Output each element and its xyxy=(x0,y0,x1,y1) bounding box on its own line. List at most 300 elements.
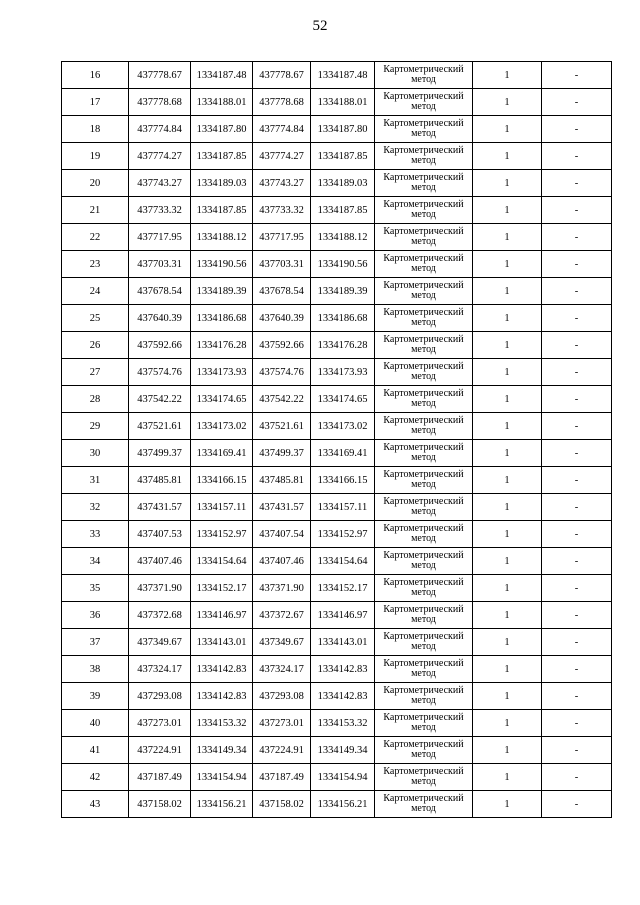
method-line-2: метод xyxy=(411,398,436,409)
note-cell: - xyxy=(542,332,612,359)
method-line-1: Картометрический xyxy=(383,64,464,75)
y-coordinate-cell: 1334154.64 xyxy=(311,548,375,575)
method-line-2: метод xyxy=(411,74,436,85)
x-coordinate-cell: 437224.91 xyxy=(253,737,311,764)
note-cell: - xyxy=(542,575,612,602)
y-coordinate-cell: 1334188.12 xyxy=(311,224,375,251)
method-line-1: Картометрический xyxy=(383,523,464,534)
page-number: 52 xyxy=(312,18,328,34)
y-coordinate-cell: 1334190.56 xyxy=(311,251,375,278)
accuracy-cell: 1 xyxy=(473,791,542,818)
method-line-1: Картометрический xyxy=(383,739,464,750)
table-row xyxy=(62,629,612,656)
x-coordinate-cell: 437717.95 xyxy=(253,224,311,251)
point-number-cell: 38 xyxy=(62,656,129,683)
x-coordinate-cell: 437542.22 xyxy=(129,386,191,413)
y-coordinate-cell: 1334188.01 xyxy=(311,89,375,116)
y-coordinate-cell: 1334157.11 xyxy=(191,494,253,521)
x-coordinate-cell: 437324.17 xyxy=(129,656,191,683)
note-cell: - xyxy=(542,143,612,170)
table-row xyxy=(62,494,612,521)
method-line-2: метод xyxy=(411,722,436,733)
method-cell xyxy=(375,305,473,332)
y-coordinate-cell: 1334173.93 xyxy=(191,359,253,386)
y-coordinate-cell: 1334174.65 xyxy=(191,386,253,413)
x-coordinate-cell: 437743.27 xyxy=(129,170,191,197)
method-cell xyxy=(375,170,473,197)
method-line-2: метод xyxy=(411,128,436,139)
note-cell: - xyxy=(542,629,612,656)
point-number-cell: 35 xyxy=(62,575,129,602)
table-row xyxy=(62,548,612,575)
x-coordinate-cell: 437431.57 xyxy=(253,494,311,521)
y-coordinate-cell: 1334149.34 xyxy=(311,737,375,764)
method-line-2: метод xyxy=(411,182,436,193)
x-coordinate-cell: 437407.53 xyxy=(129,521,191,548)
method-line-1: Картометрический xyxy=(383,307,464,318)
point-number-cell: 27 xyxy=(62,359,129,386)
table-body xyxy=(62,62,612,818)
table-row xyxy=(62,440,612,467)
y-coordinate-cell: 1334173.02 xyxy=(191,413,253,440)
method-line-2: метод xyxy=(411,560,436,571)
method-cell xyxy=(375,710,473,737)
table-row xyxy=(62,62,612,89)
x-coordinate-cell: 437592.66 xyxy=(253,332,311,359)
point-number-cell: 31 xyxy=(62,467,129,494)
table-row xyxy=(62,602,612,629)
y-coordinate-cell: 1334169.41 xyxy=(191,440,253,467)
y-coordinate-cell: 1334146.97 xyxy=(191,602,253,629)
x-coordinate-cell: 437592.66 xyxy=(129,332,191,359)
y-coordinate-cell: 1334166.15 xyxy=(191,467,253,494)
method-line-1: Картометрический xyxy=(383,334,464,345)
method-cell xyxy=(375,116,473,143)
y-coordinate-cell: 1334186.68 xyxy=(191,305,253,332)
y-coordinate-cell: 1334146.97 xyxy=(311,602,375,629)
note-cell: - xyxy=(542,656,612,683)
method-line-1: Картометрический xyxy=(383,91,464,102)
method-line-1: Картометрический xyxy=(383,199,464,210)
y-coordinate-cell: 1334176.28 xyxy=(191,332,253,359)
method-line-1: Картометрический xyxy=(383,388,464,399)
note-cell: - xyxy=(542,737,612,764)
x-coordinate-cell: 437743.27 xyxy=(253,170,311,197)
x-coordinate-cell: 437407.54 xyxy=(253,521,311,548)
accuracy-cell: 1 xyxy=(473,359,542,386)
accuracy-cell: 1 xyxy=(473,656,542,683)
point-number-cell: 29 xyxy=(62,413,129,440)
x-coordinate-cell: 437349.67 xyxy=(129,629,191,656)
method-line-1: Картометрический xyxy=(383,604,464,615)
y-coordinate-cell: 1334156.21 xyxy=(311,791,375,818)
y-coordinate-cell: 1334190.56 xyxy=(191,251,253,278)
note-cell: - xyxy=(542,170,612,197)
y-coordinate-cell: 1334187.48 xyxy=(191,62,253,89)
x-coordinate-cell: 437774.27 xyxy=(129,143,191,170)
accuracy-cell: 1 xyxy=(473,143,542,170)
y-coordinate-cell: 1334153.32 xyxy=(191,710,253,737)
accuracy-cell: 1 xyxy=(473,170,542,197)
method-cell xyxy=(375,764,473,791)
accuracy-cell: 1 xyxy=(473,278,542,305)
accuracy-cell: 1 xyxy=(473,197,542,224)
y-coordinate-cell: 1334153.32 xyxy=(311,710,375,737)
method-line-1: Картометрический xyxy=(383,361,464,372)
point-number-cell: 19 xyxy=(62,143,129,170)
point-number-cell: 32 xyxy=(62,494,129,521)
point-number-cell: 37 xyxy=(62,629,129,656)
method-cell xyxy=(375,89,473,116)
y-coordinate-cell: 1334142.83 xyxy=(191,683,253,710)
y-coordinate-cell: 1334152.17 xyxy=(311,575,375,602)
y-coordinate-cell: 1334187.85 xyxy=(191,197,253,224)
y-coordinate-cell: 1334187.85 xyxy=(311,143,375,170)
x-coordinate-cell: 437371.90 xyxy=(253,575,311,602)
accuracy-cell: 1 xyxy=(473,764,542,791)
point-number-cell: 17 xyxy=(62,89,129,116)
method-line-2: метод xyxy=(411,803,436,814)
x-coordinate-cell: 437158.02 xyxy=(253,791,311,818)
x-coordinate-cell: 437703.31 xyxy=(129,251,191,278)
x-coordinate-cell: 437499.37 xyxy=(253,440,311,467)
x-coordinate-cell: 437349.67 xyxy=(253,629,311,656)
x-coordinate-cell: 437372.67 xyxy=(253,602,311,629)
accuracy-cell: 1 xyxy=(473,737,542,764)
y-coordinate-cell: 1334187.80 xyxy=(311,116,375,143)
method-cell xyxy=(375,62,473,89)
table-row xyxy=(62,521,612,548)
note-cell: - xyxy=(542,548,612,575)
accuracy-cell: 1 xyxy=(473,116,542,143)
table-row xyxy=(62,764,612,791)
method-cell xyxy=(375,548,473,575)
note-cell: - xyxy=(542,89,612,116)
method-line-1: Картометрический xyxy=(383,118,464,129)
y-coordinate-cell: 1334189.39 xyxy=(191,278,253,305)
y-coordinate-cell: 1334152.97 xyxy=(311,521,375,548)
x-coordinate-cell: 437224.91 xyxy=(129,737,191,764)
y-coordinate-cell: 1334143.01 xyxy=(311,629,375,656)
method-line-1: Картометрический xyxy=(383,280,464,291)
y-coordinate-cell: 1334142.83 xyxy=(311,656,375,683)
y-coordinate-cell: 1334187.85 xyxy=(311,197,375,224)
method-line-1: Картометрический xyxy=(383,226,464,237)
x-coordinate-cell: 437158.02 xyxy=(129,791,191,818)
point-number-cell: 41 xyxy=(62,737,129,764)
note-cell: - xyxy=(542,62,612,89)
accuracy-cell: 1 xyxy=(473,602,542,629)
note-cell: - xyxy=(542,764,612,791)
y-coordinate-cell: 1334156.21 xyxy=(191,791,253,818)
method-line-2: метод xyxy=(411,263,436,274)
x-coordinate-cell: 437678.54 xyxy=(129,278,191,305)
point-number-cell: 30 xyxy=(62,440,129,467)
y-coordinate-cell: 1334189.03 xyxy=(191,170,253,197)
accuracy-cell: 1 xyxy=(473,710,542,737)
method-cell xyxy=(375,521,473,548)
table-row xyxy=(62,791,612,818)
accuracy-cell: 1 xyxy=(473,413,542,440)
note-cell: - xyxy=(542,440,612,467)
accuracy-cell: 1 xyxy=(473,386,542,413)
table-row xyxy=(62,224,612,251)
y-coordinate-cell: 1334186.68 xyxy=(311,305,375,332)
x-coordinate-cell: 437717.95 xyxy=(129,224,191,251)
x-coordinate-cell: 437774.27 xyxy=(253,143,311,170)
coordinates-table xyxy=(61,61,612,818)
x-coordinate-cell: 437485.81 xyxy=(253,467,311,494)
note-cell: - xyxy=(542,683,612,710)
x-coordinate-cell: 437778.68 xyxy=(129,89,191,116)
accuracy-cell: 1 xyxy=(473,62,542,89)
x-coordinate-cell: 437273.01 xyxy=(129,710,191,737)
method-line-1: Картометрический xyxy=(383,793,464,804)
method-line-2: метод xyxy=(411,587,436,598)
method-cell xyxy=(375,332,473,359)
note-cell: - xyxy=(542,791,612,818)
point-number-cell: 20 xyxy=(62,170,129,197)
method-cell xyxy=(375,683,473,710)
method-line-2: метод xyxy=(411,101,436,112)
x-coordinate-cell: 437778.68 xyxy=(253,89,311,116)
y-coordinate-cell: 1334187.80 xyxy=(191,116,253,143)
note-cell: - xyxy=(542,467,612,494)
note-cell: - xyxy=(542,521,612,548)
method-line-2: метод xyxy=(411,749,436,760)
table-row xyxy=(62,656,612,683)
method-line-2: метод xyxy=(411,614,436,625)
note-cell: - xyxy=(542,494,612,521)
point-number-cell: 36 xyxy=(62,602,129,629)
x-coordinate-cell: 437733.32 xyxy=(253,197,311,224)
note-cell: - xyxy=(542,602,612,629)
y-coordinate-cell: 1334142.83 xyxy=(191,656,253,683)
y-coordinate-cell: 1334173.93 xyxy=(311,359,375,386)
y-coordinate-cell: 1334176.28 xyxy=(311,332,375,359)
method-cell xyxy=(375,629,473,656)
table-row xyxy=(62,575,612,602)
accuracy-cell: 1 xyxy=(473,575,542,602)
x-coordinate-cell: 437187.49 xyxy=(129,764,191,791)
note-cell: - xyxy=(542,278,612,305)
y-coordinate-cell: 1334187.85 xyxy=(191,143,253,170)
method-line-1: Картометрический xyxy=(383,469,464,480)
method-line-2: метод xyxy=(411,209,436,220)
method-line-2: метод xyxy=(411,452,436,463)
method-cell xyxy=(375,251,473,278)
table-row xyxy=(62,386,612,413)
method-line-1: Картометрический xyxy=(383,658,464,669)
y-coordinate-cell: 1334154.94 xyxy=(311,764,375,791)
note-cell: - xyxy=(542,116,612,143)
note-cell: - xyxy=(542,413,612,440)
accuracy-cell: 1 xyxy=(473,89,542,116)
x-coordinate-cell: 437521.61 xyxy=(129,413,191,440)
point-number-cell: 34 xyxy=(62,548,129,575)
point-number-cell: 24 xyxy=(62,278,129,305)
x-coordinate-cell: 437574.76 xyxy=(129,359,191,386)
method-line-2: метод xyxy=(411,155,436,166)
method-line-2: метод xyxy=(411,776,436,787)
method-line-1: Картометрический xyxy=(383,685,464,696)
accuracy-cell: 1 xyxy=(473,440,542,467)
x-coordinate-cell: 437324.17 xyxy=(253,656,311,683)
method-line-1: Картометрический xyxy=(383,496,464,507)
method-cell xyxy=(375,278,473,305)
x-coordinate-cell: 437407.46 xyxy=(253,548,311,575)
table-row xyxy=(62,89,612,116)
x-coordinate-cell: 437574.76 xyxy=(253,359,311,386)
x-coordinate-cell: 437187.49 xyxy=(253,764,311,791)
method-line-1: Картометрический xyxy=(383,631,464,642)
accuracy-cell: 1 xyxy=(473,629,542,656)
method-cell xyxy=(375,575,473,602)
note-cell: - xyxy=(542,386,612,413)
method-line-2: метод xyxy=(411,425,436,436)
y-coordinate-cell: 1334152.17 xyxy=(191,575,253,602)
table-row xyxy=(62,116,612,143)
point-number-cell: 18 xyxy=(62,116,129,143)
method-cell xyxy=(375,386,473,413)
x-coordinate-cell: 437407.46 xyxy=(129,548,191,575)
point-number-cell: 16 xyxy=(62,62,129,89)
method-line-1: Картометрический xyxy=(383,766,464,777)
x-coordinate-cell: 437293.08 xyxy=(253,683,311,710)
note-cell: - xyxy=(542,359,612,386)
x-coordinate-cell: 437733.32 xyxy=(129,197,191,224)
y-coordinate-cell: 1334142.83 xyxy=(311,683,375,710)
method-cell xyxy=(375,737,473,764)
y-coordinate-cell: 1334188.01 xyxy=(191,89,253,116)
note-cell: - xyxy=(542,224,612,251)
y-coordinate-cell: 1334154.64 xyxy=(191,548,253,575)
point-number-cell: 39 xyxy=(62,683,129,710)
x-coordinate-cell: 437431.57 xyxy=(129,494,191,521)
accuracy-cell: 1 xyxy=(473,305,542,332)
y-coordinate-cell: 1334189.39 xyxy=(311,278,375,305)
table-row xyxy=(62,332,612,359)
point-number-cell: 33 xyxy=(62,521,129,548)
point-number-cell: 21 xyxy=(62,197,129,224)
note-cell: - xyxy=(542,305,612,332)
method-cell xyxy=(375,413,473,440)
accuracy-cell: 1 xyxy=(473,521,542,548)
x-coordinate-cell: 437372.68 xyxy=(129,602,191,629)
x-coordinate-cell: 437778.67 xyxy=(129,62,191,89)
x-coordinate-cell: 437640.39 xyxy=(129,305,191,332)
table-row xyxy=(62,359,612,386)
method-line-2: метод xyxy=(411,344,436,355)
y-coordinate-cell: 1334174.65 xyxy=(311,386,375,413)
method-line-1: Картометрический xyxy=(383,415,464,426)
point-number-cell: 40 xyxy=(62,710,129,737)
x-coordinate-cell: 437774.84 xyxy=(253,116,311,143)
method-cell xyxy=(375,656,473,683)
accuracy-cell: 1 xyxy=(473,548,542,575)
x-coordinate-cell: 437778.67 xyxy=(253,62,311,89)
point-number-cell: 26 xyxy=(62,332,129,359)
x-coordinate-cell: 437678.54 xyxy=(253,278,311,305)
method-cell xyxy=(375,359,473,386)
point-number-cell: 43 xyxy=(62,791,129,818)
note-cell: - xyxy=(542,197,612,224)
x-coordinate-cell: 437499.37 xyxy=(129,440,191,467)
method-cell xyxy=(375,791,473,818)
point-number-cell: 42 xyxy=(62,764,129,791)
accuracy-cell: 1 xyxy=(473,467,542,494)
method-line-2: метод xyxy=(411,695,436,706)
accuracy-cell: 1 xyxy=(473,332,542,359)
method-line-2: метод xyxy=(411,317,436,328)
table-row xyxy=(62,197,612,224)
x-coordinate-cell: 437542.22 xyxy=(253,386,311,413)
table-row xyxy=(62,467,612,494)
point-number-cell: 25 xyxy=(62,305,129,332)
method-cell xyxy=(375,143,473,170)
method-cell xyxy=(375,602,473,629)
method-line-2: метод xyxy=(411,668,436,679)
method-cell xyxy=(375,467,473,494)
y-coordinate-cell: 1334166.15 xyxy=(311,467,375,494)
method-cell xyxy=(375,197,473,224)
note-cell: - xyxy=(542,710,612,737)
x-coordinate-cell: 437640.39 xyxy=(253,305,311,332)
method-line-1: Картометрический xyxy=(383,442,464,453)
method-line-1: Картометрический xyxy=(383,712,464,723)
point-number-cell: 23 xyxy=(62,251,129,278)
x-coordinate-cell: 437521.61 xyxy=(253,413,311,440)
point-number-cell: 22 xyxy=(62,224,129,251)
x-coordinate-cell: 437485.81 xyxy=(129,467,191,494)
method-line-2: метод xyxy=(411,236,436,247)
x-coordinate-cell: 437293.08 xyxy=(129,683,191,710)
y-coordinate-cell: 1334173.02 xyxy=(311,413,375,440)
method-line-2: метод xyxy=(411,479,436,490)
table-row xyxy=(62,737,612,764)
table-row xyxy=(62,251,612,278)
method-line-2: метод xyxy=(411,641,436,652)
y-coordinate-cell: 1334188.12 xyxy=(191,224,253,251)
y-coordinate-cell: 1334143.01 xyxy=(191,629,253,656)
method-cell xyxy=(375,224,473,251)
accuracy-cell: 1 xyxy=(473,251,542,278)
table-row xyxy=(62,170,612,197)
y-coordinate-cell: 1334187.48 xyxy=(311,62,375,89)
method-line-1: Картометрический xyxy=(383,577,464,588)
x-coordinate-cell: 437774.84 xyxy=(129,116,191,143)
method-line-2: метод xyxy=(411,290,436,301)
table-row xyxy=(62,278,612,305)
x-coordinate-cell: 437273.01 xyxy=(253,710,311,737)
y-coordinate-cell: 1334189.03 xyxy=(311,170,375,197)
accuracy-cell: 1 xyxy=(473,683,542,710)
y-coordinate-cell: 1334149.34 xyxy=(191,737,253,764)
table-row xyxy=(62,143,612,170)
x-coordinate-cell: 437371.90 xyxy=(129,575,191,602)
method-line-1: Картометрический xyxy=(383,172,464,183)
y-coordinate-cell: 1334152.97 xyxy=(191,521,253,548)
table-row xyxy=(62,710,612,737)
point-number-cell: 28 xyxy=(62,386,129,413)
method-line-1: Картометрический xyxy=(383,550,464,561)
accuracy-cell: 1 xyxy=(473,494,542,521)
method-line-1: Картометрический xyxy=(383,145,464,156)
method-line-1: Картометрический xyxy=(383,253,464,264)
method-cell xyxy=(375,440,473,467)
table-row xyxy=(62,305,612,332)
y-coordinate-cell: 1334157.11 xyxy=(311,494,375,521)
